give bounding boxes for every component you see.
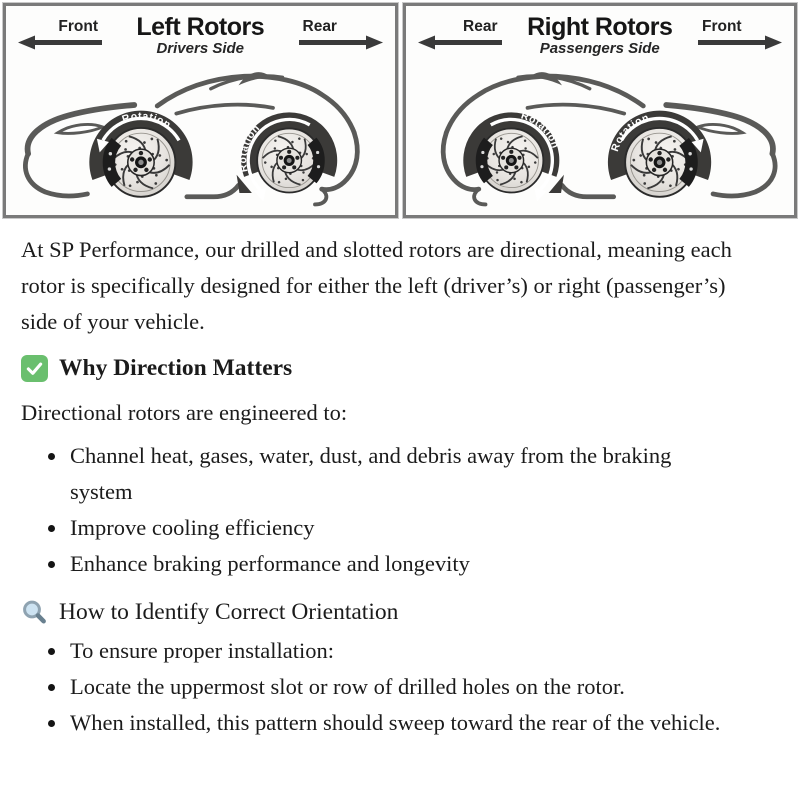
rotation-label: Rotation <box>120 110 174 132</box>
front-label: Front <box>702 18 742 35</box>
front-label: Front <box>58 18 98 35</box>
list-item: • Improve cooling efficiency <box>68 510 710 546</box>
list-item: • To ensure proper installation: <box>68 633 764 669</box>
how-bullet-list <box>21 633 779 741</box>
intro-paragraph: At SP Performance, our drilled and slotted rotors are directional, meaning each rotor is specifically designed for either the left (driver’s) or right (passenger’s) side of your vehicle. <box>21 237 732 334</box>
why-heading-text: Why Direction Matters <box>59 355 293 381</box>
rotation-label: Rotation <box>608 111 651 154</box>
rear-direction-label <box>299 18 383 50</box>
list-item: • When installed, this pattern should sweep toward the rear of the vehicle. <box>68 705 764 741</box>
article <box>0 232 800 741</box>
right-panel-subtitle: Passengers Side <box>539 40 660 57</box>
how-heading-text: How to Identify Correct Orientation <box>59 599 399 625</box>
rear-label: Rear <box>302 18 337 35</box>
rotation-label: Rotation <box>518 109 561 151</box>
rear-label: Rear <box>463 18 498 35</box>
left-car-illustration <box>6 61 395 214</box>
rotor-direction-diagram <box>0 0 800 221</box>
why-bullet-list <box>21 438 779 582</box>
front-direction-label <box>698 18 782 50</box>
right-arrow-icon <box>698 35 782 50</box>
right-panel-header <box>406 12 795 64</box>
left-panel-header <box>6 12 395 64</box>
why-direction-matters-heading <box>21 355 779 382</box>
right-panel-title: Right Rotors <box>527 13 673 41</box>
right-arrow-icon <box>299 35 383 50</box>
right-car-illustration <box>406 61 795 214</box>
magnifying-glass-icon <box>21 599 48 626</box>
list-item: • Locate the uppermost slot or row of drilled holes on the rotor. <box>68 669 764 705</box>
right-rotors-panel <box>403 3 798 218</box>
left-rotors-panel <box>3 3 398 218</box>
left-panel-subtitle: Drivers Side <box>156 40 245 57</box>
list-item: • Channel heat, gases, water, dust, and debris away from the braking system <box>68 438 710 510</box>
left-panel-title: Left Rotors <box>136 13 265 41</box>
how-to-identify-heading <box>21 599 779 626</box>
rotation-label: Rotation <box>237 122 263 174</box>
list-item: • Enhance braking performance and longevity <box>68 546 710 582</box>
check-mark-icon <box>21 355 48 382</box>
why-lead-text: Directional rotors are engineered to: <box>21 400 348 425</box>
